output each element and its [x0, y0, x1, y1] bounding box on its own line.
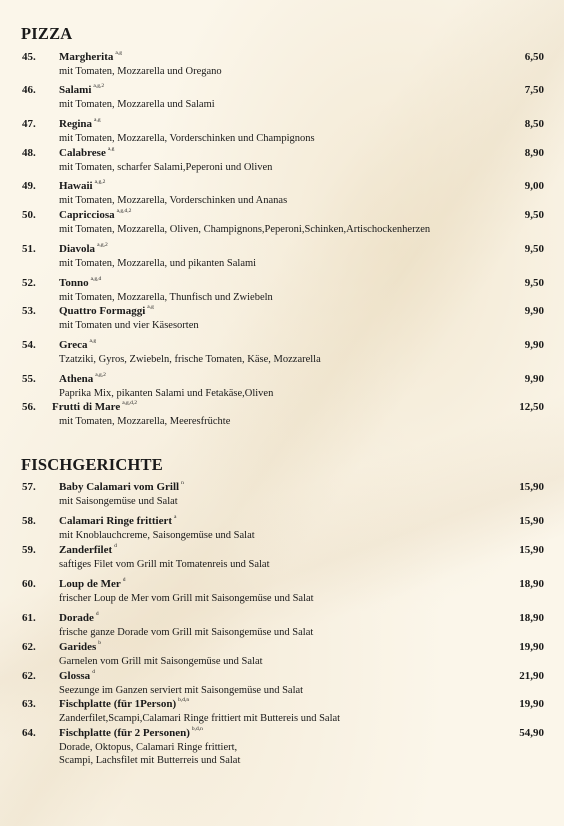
item-description	[59, 626, 313, 639]
item-name: Greca	[59, 339, 88, 351]
item-description-line: Dorade, Oktopus, Calamari Ringe frittiert,	[59, 742, 238, 753]
item-number: 55.	[22, 373, 36, 385]
item-description	[59, 353, 321, 366]
item-name: Glossa	[59, 670, 91, 682]
allergen-codes: a,g,d,2	[122, 400, 138, 406]
item-name-wrap	[59, 373, 106, 385]
item-price: 15,90	[519, 544, 544, 556]
item-description-line: Garnelen vom Grill mit Saisongemüse und Salat	[59, 656, 263, 667]
item-description-line: Zanderfilet,Scampi,Calamari Ringe frittiert mit Buttereis und Salat	[59, 713, 341, 724]
item-price: 9,50	[524, 243, 544, 255]
allergen-codes: d	[122, 577, 126, 583]
item-description-line: Scampi, Lachsfilet mit Butterreis und Salat	[59, 755, 241, 766]
item-name: Athena	[59, 373, 94, 385]
item-description	[59, 223, 430, 236]
item-name-wrap	[59, 612, 99, 624]
item-price: 8,50	[524, 118, 544, 130]
item-number: 48.	[22, 147, 36, 159]
item-number: 60.	[22, 578, 36, 590]
allergen-codes: b,d,n	[178, 697, 190, 703]
item-number: 64.	[22, 727, 36, 739]
item-name: Diavola	[59, 243, 96, 255]
item-name: Quattro Formaggi	[59, 305, 146, 317]
item-description-line: mit Tomaten, Mozzarella, Meeresfrüchte	[59, 416, 231, 427]
item-description-line: mit Tomaten, Mozzarella, Vorderschinken und Ananas	[59, 195, 288, 206]
item-name: Loup de Mer	[59, 578, 121, 590]
item-price: 9,90	[524, 339, 544, 351]
item-name-wrap	[59, 544, 117, 556]
item-name: Frutti di Mare	[52, 401, 121, 413]
item-name: Capricciosa	[59, 209, 115, 221]
item-description-line: Seezunge im Ganzen serviert mit Saisongemüse und Salat	[59, 685, 304, 696]
item-name: Baby Calamari vom Grill	[59, 481, 180, 493]
item-description	[59, 495, 178, 508]
item-description-line: frischer Loup de Mer vom Grill mit Saisongemüse und Salat	[59, 593, 314, 604]
item-description	[59, 592, 314, 605]
item-description-line: mit Tomaten, scharfer Salami,Peperoni und Oliven	[59, 162, 273, 173]
item-name-wrap	[59, 51, 122, 63]
item-description	[59, 684, 303, 697]
item-name: Calabrese	[59, 147, 106, 159]
item-name: Hawaii	[59, 180, 93, 192]
item-description-line: mit Tomaten, Mozzarella, Thunfisch und Zwiebeln	[59, 292, 273, 303]
item-name: Zanderfilet	[59, 544, 113, 556]
item-price: 19,90	[519, 641, 544, 653]
item-number: 57.	[22, 481, 36, 493]
allergen-codes: b,d,n	[191, 726, 203, 732]
item-description-line: mit Tomaten, Mozzarella, Oliven, Champignons,Peperoni,Schinken,Artischockenherzen	[59, 224, 431, 235]
item-name-wrap	[59, 670, 95, 682]
item-number: 59.	[22, 544, 36, 556]
item-name: Fischplatte (für 2 Personen)	[59, 727, 190, 739]
item-description-line: saftiges Filet vom Grill mit Tomatenreis und Salat	[59, 559, 270, 570]
item-price: 21,90	[519, 670, 544, 682]
item-name-wrap	[59, 339, 96, 351]
allergen-codes: d	[95, 611, 99, 617]
item-description	[59, 194, 287, 207]
item-number: 61.	[22, 612, 36, 624]
item-number: 63.	[22, 698, 36, 710]
item-price: 12,50	[519, 401, 544, 413]
item-price: 9,50	[524, 209, 544, 221]
item-description-line: Tzatziki, Gyros, Zwiebeln, frische Tomaten, Käse, Mozzarella	[59, 354, 321, 365]
item-name: Garides	[59, 641, 97, 653]
item-name-wrap	[52, 401, 137, 413]
item-price: 9,00	[524, 180, 544, 192]
allergen-codes: a,g	[115, 50, 122, 56]
item-price: 18,90	[519, 612, 544, 624]
item-name-wrap	[59, 84, 104, 96]
item-name-wrap	[59, 243, 108, 255]
allergen-codes: n	[181, 480, 184, 486]
item-description	[59, 98, 215, 111]
item-number: 50.	[22, 209, 36, 221]
item-price: 8,90	[524, 147, 544, 159]
item-description-line: mit Tomaten, Mozzarella, Vorderschinken und Champignons	[59, 133, 315, 144]
item-description-line: mit Tomaten und vier Käsesorten	[59, 320, 199, 331]
section-title-fischgerichte: FISCHGERICHTE	[21, 455, 163, 474]
item-description-line: mit Tomaten, Mozzarella und Oregano	[59, 66, 222, 77]
item-name: Fischplatte (für 1Person)	[59, 698, 177, 710]
item-name-wrap	[59, 698, 189, 710]
section-title-pizza: PIZZA	[21, 24, 73, 43]
item-name-wrap	[59, 578, 125, 590]
allergen-codes: a	[174, 514, 177, 520]
item-number: 58.	[22, 515, 36, 527]
item-name-wrap	[59, 118, 101, 130]
item-description-line: frische ganze Dorade vom Grill mit Saisongemüse und Salat	[59, 627, 314, 638]
item-number: 62.	[22, 641, 36, 653]
item-price: 9,90	[524, 373, 544, 385]
item-number: 47.	[22, 118, 36, 130]
item-name: Margherita	[59, 51, 114, 63]
item-name-wrap	[59, 277, 101, 289]
item-name-wrap	[59, 147, 114, 159]
item-number: 53.	[22, 305, 36, 317]
item-number: 51.	[22, 243, 36, 255]
item-name: Calamari Ringe frittiert	[59, 515, 173, 527]
allergen-codes: a,g	[107, 146, 115, 152]
item-name-wrap	[59, 305, 154, 317]
allergen-codes: a,g,2	[97, 242, 108, 248]
item-name: Tonno	[59, 277, 89, 289]
item-description	[59, 655, 263, 668]
item-name-wrap	[59, 209, 131, 221]
item-description	[59, 741, 240, 767]
allergen-codes: b	[98, 640, 102, 646]
item-description	[59, 65, 222, 78]
item-number: 54.	[22, 339, 36, 351]
item-number: 45.	[22, 51, 36, 63]
item-description	[59, 319, 199, 332]
allergen-codes: d	[114, 543, 117, 549]
item-price: 9,90	[524, 305, 544, 317]
item-name-wrap	[59, 481, 184, 493]
item-name-wrap	[59, 180, 105, 192]
allergen-codes: a,g,d,2	[116, 208, 132, 214]
item-description-line: mit Tomaten, Mozzarella, und pikanten Salami	[59, 258, 257, 269]
item-number: 52.	[22, 277, 36, 289]
item-name: Regina	[59, 118, 92, 130]
item-price: 54,90	[519, 727, 544, 739]
allergen-codes: a,g	[147, 304, 154, 310]
allergen-codes: a,g,d	[90, 276, 102, 282]
item-number: 46.	[22, 84, 36, 96]
item-price: 18,90	[519, 578, 544, 590]
item-price: 15,90	[519, 515, 544, 527]
allergen-codes: a,g	[89, 338, 97, 344]
item-price: 15,90	[519, 481, 544, 493]
allergen-codes: a,g,2	[93, 83, 105, 89]
item-description	[59, 387, 273, 400]
item-description	[59, 558, 270, 571]
item-description	[59, 161, 272, 174]
item-number: 62.	[22, 670, 36, 682]
item-name-wrap	[59, 515, 176, 527]
item-description-line: mit Tomaten, Mozzarella und Salami	[59, 99, 215, 110]
item-name: Dorade	[59, 612, 94, 624]
allergen-codes: a,g,2	[95, 372, 106, 378]
item-description-line: Paprika Mix, pikanten Salami und Fetakäse,Oliven	[59, 388, 274, 399]
item-price: 6,50	[524, 51, 544, 63]
item-price: 9,50	[524, 277, 544, 289]
item-description	[59, 132, 315, 145]
item-price: 7,50	[524, 84, 544, 96]
item-description	[59, 712, 340, 725]
item-number: 49.	[22, 180, 36, 192]
item-description	[59, 529, 255, 542]
item-description	[59, 257, 256, 270]
item-description	[59, 415, 230, 428]
item-name-wrap	[59, 641, 101, 653]
item-price: 19,90	[519, 698, 544, 710]
allergen-codes: a,g	[94, 117, 101, 123]
item-name: Salami	[59, 84, 92, 96]
item-name-wrap	[59, 727, 203, 739]
item-description-line: mit Saisongemüse und Salat	[59, 496, 178, 507]
item-description	[59, 291, 273, 304]
item-number: 56.	[22, 401, 36, 413]
allergen-codes: a,g,2	[94, 179, 106, 185]
allergen-codes: d	[92, 669, 95, 675]
item-description-line: mit Knoblauchcreme, Saisongemüse und Salat	[59, 530, 255, 541]
